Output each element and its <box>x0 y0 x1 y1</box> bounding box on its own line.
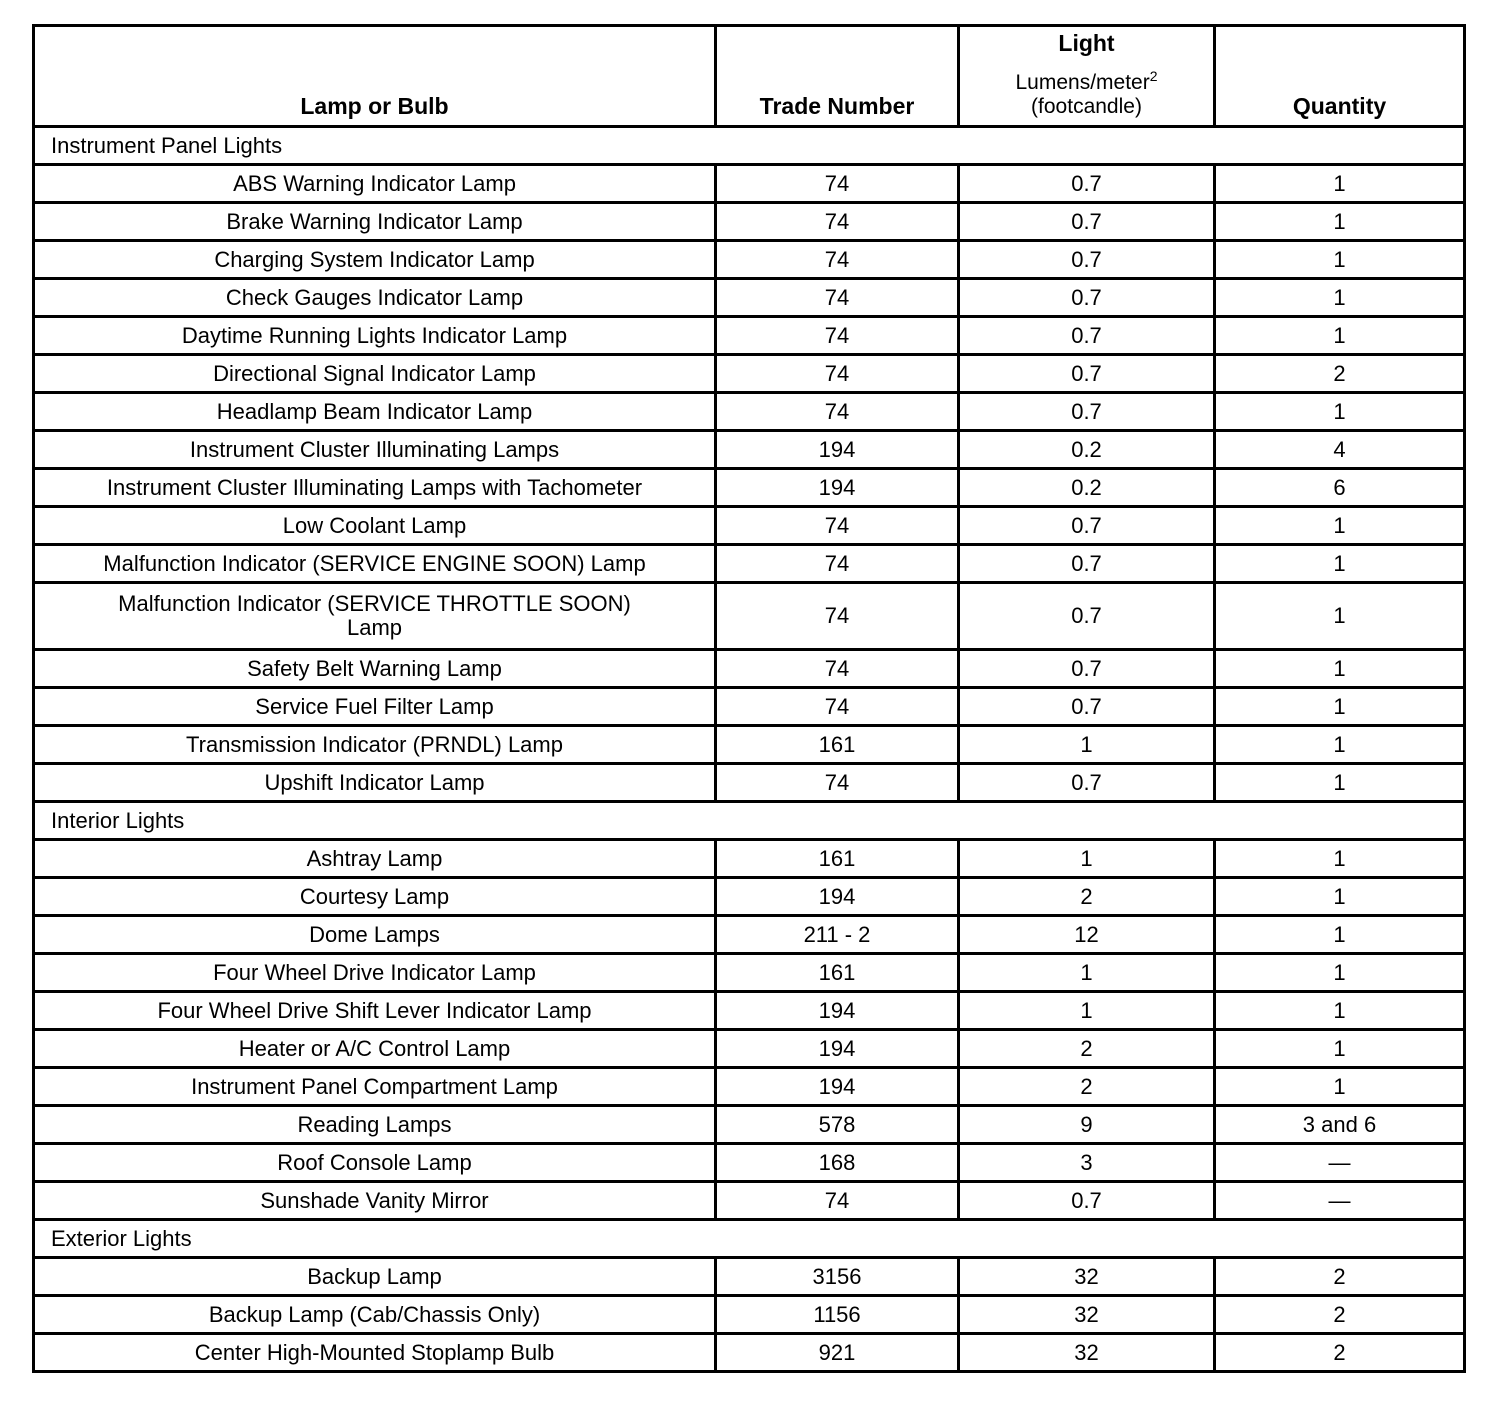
quantity-cell: 2 <box>1215 1334 1465 1372</box>
table-row <box>34 583 1465 650</box>
trade-number-cell: 161 <box>716 840 959 878</box>
bulb-table <box>32 24 1466 1373</box>
table-row <box>34 954 1465 992</box>
lamp-cell: Dome Lamps <box>34 916 716 954</box>
trade-number-cell: 161 <box>716 726 959 764</box>
table-row <box>34 1258 1465 1296</box>
light-cell: 0.7 <box>959 545 1215 583</box>
table-row <box>34 317 1465 355</box>
section-row <box>34 1220 1465 1258</box>
quantity-cell: 1 <box>1215 954 1465 992</box>
table-row <box>34 1334 1465 1372</box>
quantity-cell: 1 <box>1215 393 1465 431</box>
header-light-unit-text: Lumens/meter <box>1015 71 1150 94</box>
table-row <box>34 1144 1465 1182</box>
lamp-cell: Headlamp Beam Indicator Lamp <box>34 393 716 431</box>
lamp-cell: Malfunction Indicator (SERVICE THROTTLE SOON) Lamp <box>34 583 716 650</box>
trade-number-cell: 74 <box>716 317 959 355</box>
section-row <box>34 802 1465 840</box>
quantity-cell: 1 <box>1215 241 1465 279</box>
trade-number-cell: 921 <box>716 1334 959 1372</box>
lamp-cell: Low Coolant Lamp <box>34 507 716 545</box>
lamp-cell: Malfunction Indicator (SERVICE ENGINE SOON) Lamp <box>34 545 716 583</box>
trade-number-cell: 194 <box>716 431 959 469</box>
lamp-cell: Backup Lamp <box>34 1258 716 1296</box>
lamp-cell: Directional Signal Indicator Lamp <box>34 355 716 393</box>
trade-number-cell: 74 <box>716 688 959 726</box>
quantity-cell: 1 <box>1215 545 1465 583</box>
quantity-cell: 1 <box>1215 650 1465 688</box>
light-cell: 32 <box>959 1334 1215 1372</box>
quantity-cell: 3 and 6 <box>1215 1106 1465 1144</box>
table-row <box>34 916 1465 954</box>
trade-number-cell: 74 <box>716 1182 959 1220</box>
trade-number-cell: 194 <box>716 992 959 1030</box>
table-row <box>34 764 1465 802</box>
trade-number-cell: 194 <box>716 1068 959 1106</box>
lamp-cell: Sunshade Vanity Mirror <box>34 1182 716 1220</box>
table-row <box>34 507 1465 545</box>
quantity-cell: 4 <box>1215 431 1465 469</box>
trade-number-cell: 161 <box>716 954 959 992</box>
quantity-cell: — <box>1215 1144 1465 1182</box>
header-light-unit <box>960 64 1213 95</box>
lamp-cell: Roof Console Lamp <box>34 1144 716 1182</box>
header-light-exponent: 2 <box>1149 68 1158 84</box>
trade-number-cell: 74 <box>716 507 959 545</box>
light-cell: 0.7 <box>959 203 1215 241</box>
quantity-cell: 1 <box>1215 916 1465 954</box>
light-cell: 0.7 <box>959 650 1215 688</box>
section-title: Exterior Lights <box>34 1220 1465 1258</box>
lamp-cell: ABS Warning Indicator Lamp <box>34 165 716 203</box>
table-row <box>34 1068 1465 1106</box>
trade-number-cell: 194 <box>716 469 959 507</box>
table-row <box>34 545 1465 583</box>
trade-number-cell: 74 <box>716 650 959 688</box>
trade-number-cell: 74 <box>716 545 959 583</box>
quantity-cell: 1 <box>1215 507 1465 545</box>
table-row <box>34 1106 1465 1144</box>
light-cell: 0.7 <box>959 688 1215 726</box>
table-row <box>34 878 1465 916</box>
header-lamp: Lamp or Bulb <box>34 26 716 127</box>
light-cell: 0.2 <box>959 431 1215 469</box>
table-row <box>34 355 1465 393</box>
quantity-cell: 2 <box>1215 1296 1465 1334</box>
trade-number-cell: 74 <box>716 203 959 241</box>
lamp-cell: Daytime Running Lights Indicator Lamp <box>34 317 716 355</box>
trade-number-cell: 211 - 2 <box>716 916 959 954</box>
quantity-cell: 1 <box>1215 840 1465 878</box>
light-cell: 0.7 <box>959 317 1215 355</box>
light-cell: 0.7 <box>959 764 1215 802</box>
table-row <box>34 726 1465 764</box>
quantity-cell: 1 <box>1215 583 1465 650</box>
header-quantity: Quantity <box>1215 26 1465 127</box>
light-cell: 9 <box>959 1106 1215 1144</box>
lamp-cell: Transmission Indicator (PRNDL) Lamp <box>34 726 716 764</box>
light-cell: 2 <box>959 1030 1215 1068</box>
table-row <box>34 241 1465 279</box>
trade-number-cell: 1156 <box>716 1296 959 1334</box>
lamp-cell: Safety Belt Warning Lamp <box>34 650 716 688</box>
trade-number-cell: 74 <box>716 165 959 203</box>
table-row <box>34 203 1465 241</box>
light-cell: 0.7 <box>959 279 1215 317</box>
light-cell: 2 <box>959 878 1215 916</box>
quantity-cell: 1 <box>1215 1068 1465 1106</box>
light-cell: 32 <box>959 1258 1215 1296</box>
lamp-cell: Reading Lamps <box>34 1106 716 1144</box>
table-row <box>34 992 1465 1030</box>
lamp-cell: Center High-Mounted Stoplamp Bulb <box>34 1334 716 1372</box>
table-row <box>34 469 1465 507</box>
light-cell: 0.7 <box>959 165 1215 203</box>
lamp-cell: Backup Lamp (Cab/Chassis Only) <box>34 1296 716 1334</box>
section-row <box>34 127 1465 165</box>
table-body <box>34 127 1465 1372</box>
trade-number-cell: 194 <box>716 878 959 916</box>
light-cell: 1 <box>959 726 1215 764</box>
lamp-cell: Four Wheel Drive Indicator Lamp <box>34 954 716 992</box>
lamp-cell: Service Fuel Filter Lamp <box>34 688 716 726</box>
header-light-alt: (footcandle) <box>1031 95 1142 118</box>
trade-number-cell: 3156 <box>716 1258 959 1296</box>
table-row <box>34 840 1465 878</box>
quantity-cell: 2 <box>1215 1258 1465 1296</box>
trade-number-cell: 194 <box>716 1030 959 1068</box>
lamp-cell: Four Wheel Drive Shift Lever Indicator Lamp <box>34 992 716 1030</box>
trade-number-cell: 74 <box>716 355 959 393</box>
light-cell: 12 <box>959 916 1215 954</box>
quantity-cell: 1 <box>1215 992 1465 1030</box>
quantity-cell: 2 <box>1215 355 1465 393</box>
quantity-cell: 1 <box>1215 203 1465 241</box>
table-row <box>34 165 1465 203</box>
table-row <box>34 1182 1465 1220</box>
quantity-cell: 1 <box>1215 317 1465 355</box>
table-header <box>34 26 1465 127</box>
trade-number-cell: 74 <box>716 583 959 650</box>
light-cell: 1 <box>959 992 1215 1030</box>
table-row <box>34 688 1465 726</box>
light-cell: 0.7 <box>959 583 1215 650</box>
light-cell: 3 <box>959 1144 1215 1182</box>
light-cell: 2 <box>959 1068 1215 1106</box>
trade-number-cell: 74 <box>716 241 959 279</box>
light-cell: 1 <box>959 840 1215 878</box>
light-cell: 0.7 <box>959 1182 1215 1220</box>
section-title: Interior Lights <box>34 802 1465 840</box>
table-row <box>34 1030 1465 1068</box>
light-cell: 0.7 <box>959 355 1215 393</box>
light-cell: 0.2 <box>959 469 1215 507</box>
lamp-cell: Instrument Cluster Illuminating Lamps with Tachometer <box>34 469 716 507</box>
table-row <box>34 393 1465 431</box>
quantity-cell: 1 <box>1215 1030 1465 1068</box>
quantity-cell: 1 <box>1215 878 1465 916</box>
lamp-cell: Brake Warning Indicator Lamp <box>34 203 716 241</box>
lamp-cell: Courtesy Lamp <box>34 878 716 916</box>
quantity-cell: 1 <box>1215 165 1465 203</box>
trade-number-cell: 578 <box>716 1106 959 1144</box>
lamp-cell: Charging System Indicator Lamp <box>34 241 716 279</box>
lamp-cell: Check Gauges Indicator Lamp <box>34 279 716 317</box>
section-title: Instrument Panel Lights <box>34 127 1465 165</box>
trade-number-cell: 74 <box>716 279 959 317</box>
light-cell: 0.7 <box>959 507 1215 545</box>
quantity-cell: 1 <box>1215 726 1465 764</box>
quantity-cell: 1 <box>1215 279 1465 317</box>
table-row <box>34 279 1465 317</box>
lamp-cell: Upshift Indicator Lamp <box>34 764 716 802</box>
quantity-cell: 1 <box>1215 688 1465 726</box>
trade-number-cell: 74 <box>716 764 959 802</box>
lamp-cell: Ashtray Lamp <box>34 840 716 878</box>
header-light-title: Light <box>1058 30 1115 56</box>
table-row <box>34 431 1465 469</box>
quantity-cell: 6 <box>1215 469 1465 507</box>
trade-number-cell: 168 <box>716 1144 959 1182</box>
light-cell: 32 <box>959 1296 1215 1334</box>
header-trade-number: Trade Number <box>716 26 959 127</box>
trade-number-cell: 74 <box>716 393 959 431</box>
header-light <box>959 26 1215 127</box>
light-cell: 0.7 <box>959 393 1215 431</box>
lamp-cell: Heater or A/C Control Lamp <box>34 1030 716 1068</box>
lamp-cell: Instrument Panel Compartment Lamp <box>34 1068 716 1106</box>
light-cell: 1 <box>959 954 1215 992</box>
quantity-cell: 1 <box>1215 764 1465 802</box>
quantity-cell: — <box>1215 1182 1465 1220</box>
table-row <box>34 650 1465 688</box>
light-cell: 0.7 <box>959 241 1215 279</box>
table-row <box>34 1296 1465 1334</box>
lamp-cell: Instrument Cluster Illuminating Lamps <box>34 431 716 469</box>
